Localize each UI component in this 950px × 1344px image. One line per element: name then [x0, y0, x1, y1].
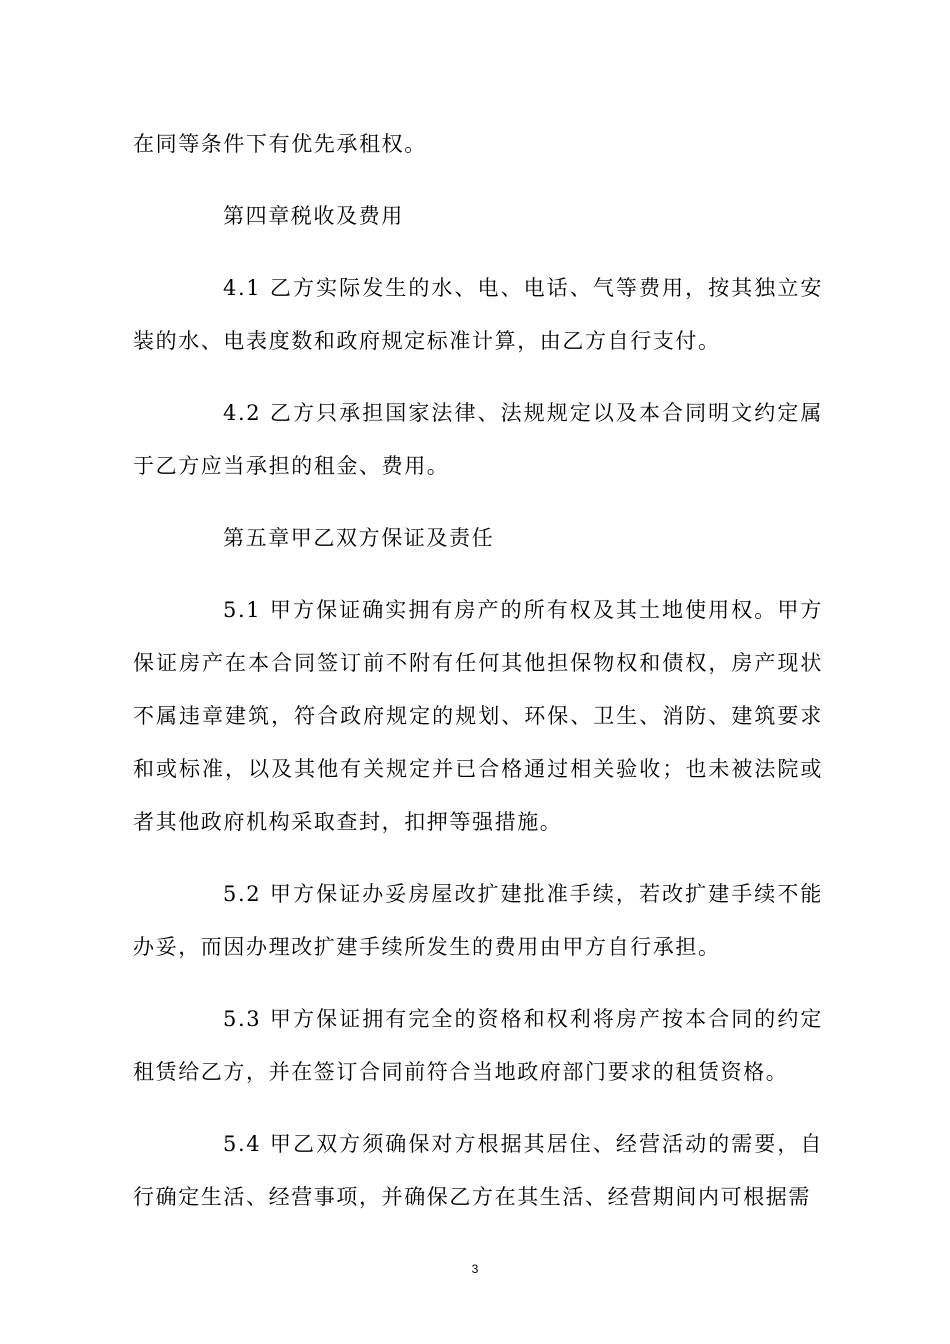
clause-4-2: 4.2 乙方只承担国家法律、法规规定以及本合同明文约定属于乙方应当承担的租金、费用。	[133, 401, 823, 478]
paragraph-continuation: 在同等条件下有优先承租权。	[133, 132, 427, 156]
chapter-5-heading: 第五章甲乙双方保证及责任	[223, 526, 495, 550]
page-number: 3	[471, 1262, 479, 1276]
clause-5-2: 5.2 甲方保证办妥房屋改扩建批准手续，若改扩建手续不能办妥，而因办理改扩建手续所发生的费用由甲方自行承担。	[133, 882, 823, 959]
clause-5-3: 5.3 甲方保证拥有完全的资格和权利将房产按本合同的约定租赁给乙方，并在签订合同前符合当地政府部门要求的租赁资格。	[133, 1007, 823, 1084]
document-body	[133, 118, 823, 1243]
clause-5-1: 5.1 甲方保证确实拥有房产的所有权及其土地使用权。甲方保证房产在本合同签订前不附有任何其他担保物权和债权，房产现状不属违章建筑，符合政府规定的规划、环保、卫生、消防、建筑要求和或标准，以及其他有关规定并已合格通过相关验收；也未被法院或者其他政府机构采取查封，扣押等强措施。	[133, 598, 823, 834]
chapter-4-heading: 第四章税收及费用	[223, 204, 404, 228]
clause-5-4: 5.4 甲乙双方须确保对方根据其居住、经营活动的需要，自行确定生活、经营事项，并确保乙方在其生活、经营期间内可根据需	[133, 1132, 823, 1209]
clause-4-1: 4.1 乙方实际发生的水、电、电话、气等费用，按其独立安装的水、电表度数和政府规定标准计算，由乙方自行支付。	[133, 276, 823, 353]
